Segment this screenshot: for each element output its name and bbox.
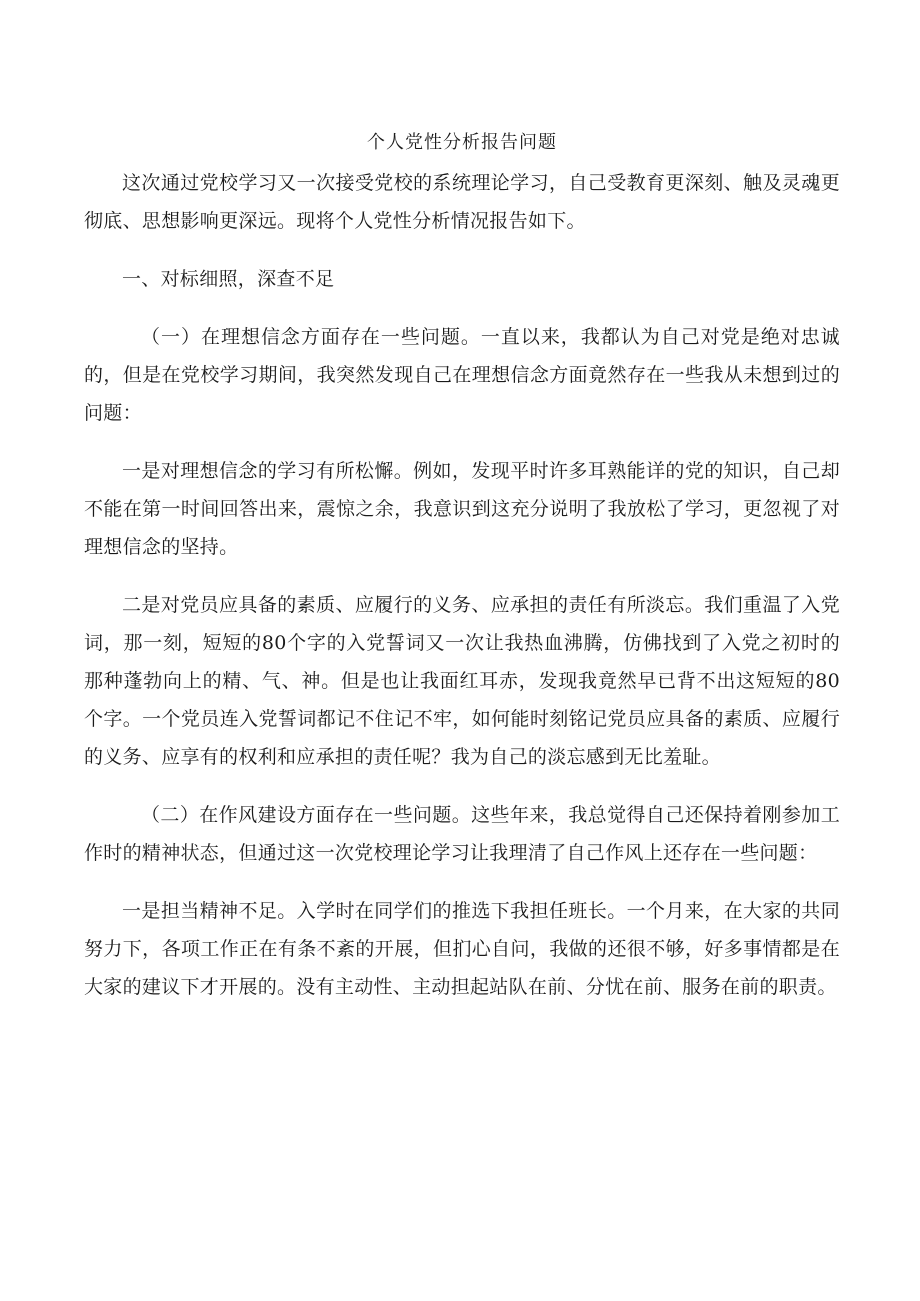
subsection-ideals-paragraph: （一）在理想信念方面存在一些问题。一直以来，我都认为自己对党是绝对忠诚的，但是在党校学习期间，我突然发现自己在理想信念方面竟然存在一些我从未想到过的问题：	[84, 326, 840, 424]
intro-paragraph: 这次通过党校学习又一次接受党校的系统理论学习，自己受教育更深刻、触及灵魂更彻底、思想影响更深远。现将个人党性分析情况报告如下。	[84, 172, 840, 232]
style-point-one-paragraph: 一是担当精神不足。入学时在同学们的推选下我担任班长。一个月来，在大家的共同努力下，各项工作正在有条不紊的开展，但扪心自问，我做的还很不够，好多事情都是在大家的建议下才开展的。没有主动性、主动担起站队在前、分忧在前、服务在前的职责。	[84, 900, 840, 998]
ideals-point-one-paragraph: 一是对理想信念的学习有所松懈。例如，发现平时许多耳熟能详的党的知识，自己却不能在第一时间回答出来，震惊之余，我意识到这充分说明了我放松了学习，更忽视了对理想信念的坚持。	[84, 460, 840, 558]
document-page	[84, 128, 840, 1026]
section-heading: 一、对标细照，深查不足	[122, 268, 335, 290]
ideals-point-two-paragraph: 二是对党员应具备的素质、应履行的义务、应承担的责任有所淡忘。我们重温了入党词，那一刻，短短的80个字的入党誓词又一次让我热血沸腾，仿佛找到了入党之初时的那种蓬勃向上的精、气、神。但是也让我面红耳赤，发现我竟然早已背不出这短短的80个字。一个党员连入党誓词都记不住记不牢，如何能时刻铭记党员应具备的素质、应履行的义务、应享有的权利和应承担的责任呢？我为自己的淡忘感到无比羞耻。	[84, 594, 840, 768]
subsection-style-paragraph: （二）在作风建设方面存在一些问题。这些年来，我总觉得自己还保持着刚参加工作时的精神状态，但通过这一次党校理论学习让我理清了自己作风上还存在一些问题：	[84, 804, 840, 864]
document-title: 个人党性分析报告问题	[367, 132, 557, 153]
